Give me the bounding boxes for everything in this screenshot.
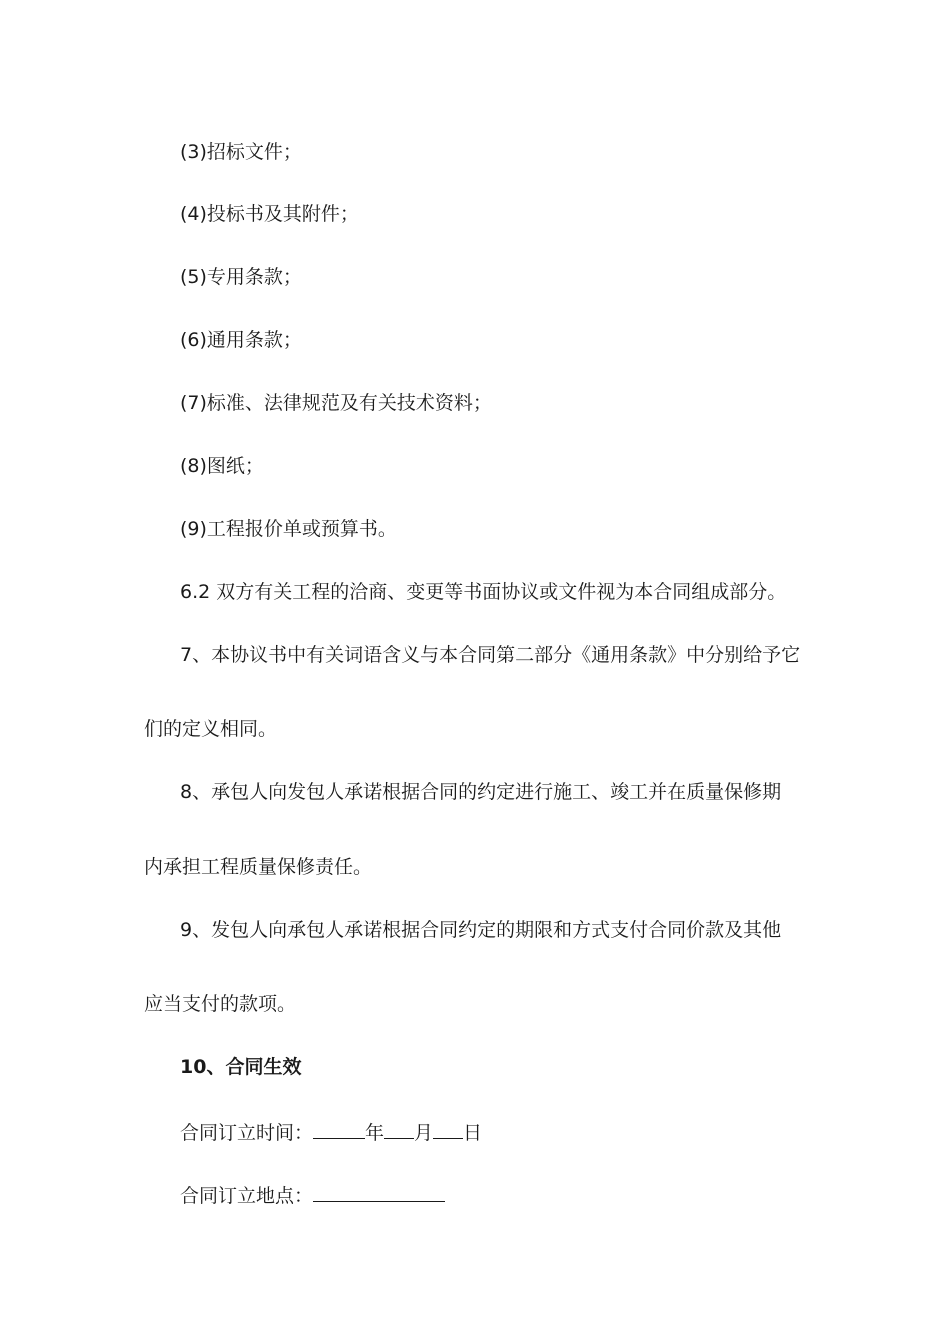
signing-place-row (180, 1181, 445, 1209)
list-item-3: (3)招标文件； (180, 141, 302, 163)
month-blank (384, 1118, 414, 1139)
list-item-7: (7)标准、法律规范及有关技术资料； (180, 392, 492, 414)
month-label: 月 (414, 1122, 434, 1144)
clause-8-line1: 8、承包人向发包人承诺根据合同的约定进行施工、竣工并在质量保修期 (180, 781, 782, 803)
clause-8-line2: 内承担工程质量保修责任。 (144, 856, 373, 878)
signing-time-label: 合同订立时间： (180, 1122, 314, 1144)
clause-7-line1: 7、本协议书中有关词语含义与本合同第二部分《通用条款》中分别给予它 (180, 644, 801, 666)
year-blank (313, 1118, 365, 1139)
signing-time-row (180, 1118, 482, 1146)
clause-10-heading: 10、合同生效 (180, 1056, 302, 1078)
year-label: 年 (365, 1122, 385, 1144)
list-item-6: (6)通用条款； (180, 329, 302, 351)
clause-7-line2: 们的定义相同。 (144, 718, 278, 740)
list-item-4: (4)投标书及其附件； (180, 203, 359, 225)
list-item-9: (9)工程报价单或预算书。 (180, 518, 397, 540)
signing-place-label: 合同订立地点： (180, 1185, 314, 1207)
day-label: 日 (463, 1122, 483, 1144)
clause-9-line2: 应当支付的款项。 (144, 993, 297, 1015)
list-item-5: (5)专用条款； (180, 266, 302, 288)
place-blank (313, 1181, 445, 1202)
day-blank (433, 1118, 463, 1139)
list-item-8: (8)图纸； (180, 455, 264, 477)
clause-6-2: 6.2 双方有关工程的洽商、变更等书面协议或文件视为本合同组成部分。 (180, 581, 787, 603)
clause-9-line1: 9、发包人向承包人承诺根据合同约定的期限和方式支付合同价款及其他 (180, 919, 782, 941)
